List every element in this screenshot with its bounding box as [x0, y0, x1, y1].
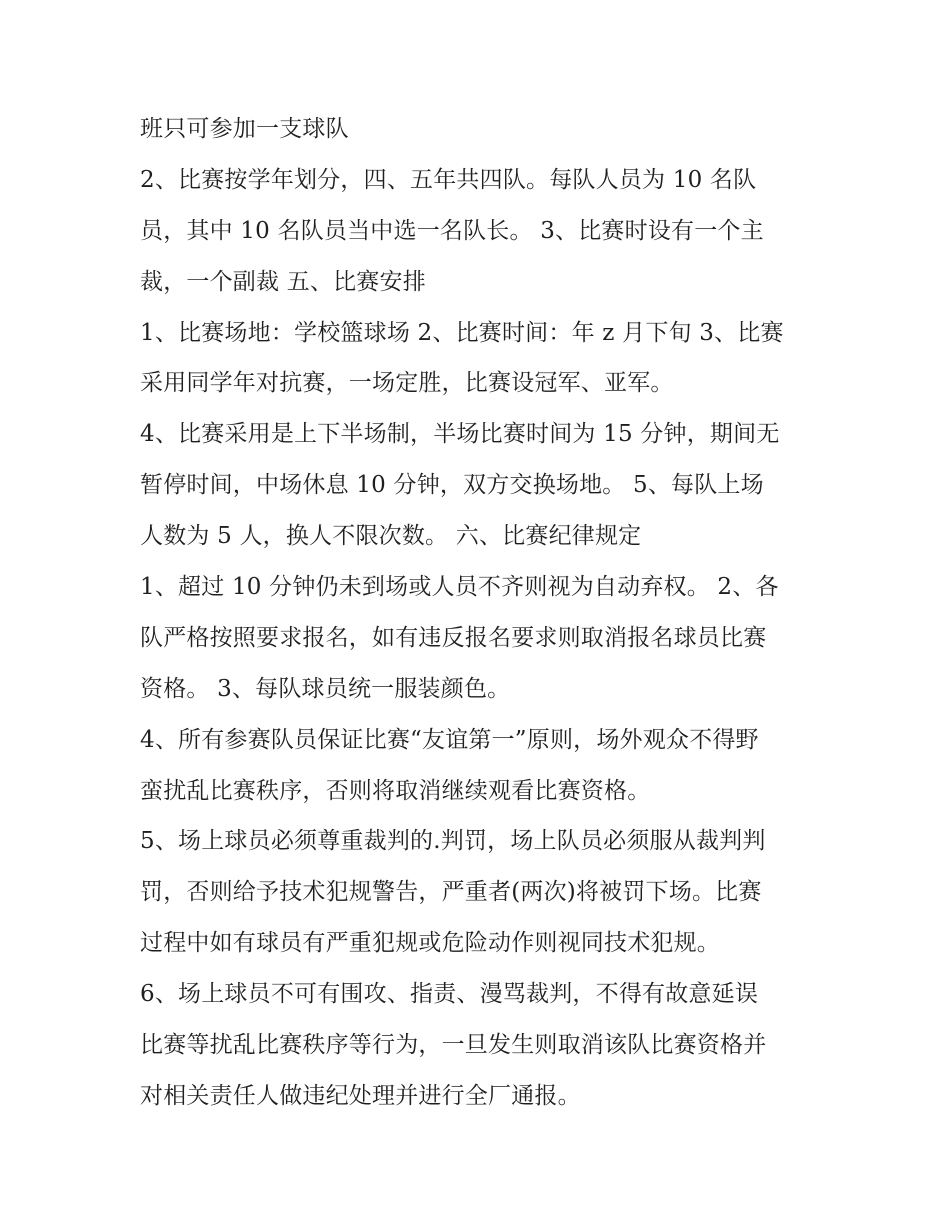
text-line: 罚，否则给予技术犯规警告，严重者(两次)将被罚下场。比赛	[140, 879, 762, 906]
document-body	[140, 104, 820, 1122]
text-line: 2、比赛按学年划分，四、五年共四队。每队人员为 10 名队	[140, 166, 757, 193]
text-line: 队严格按照要求报名，如有违反报名要求则取消报名球员比赛	[140, 624, 767, 651]
text-line: 资格。 3、每队球员统一服装颜色。	[140, 675, 511, 702]
text-line: 员，其中 10 名队员当中选一名队长。 3、比赛时设有一个主	[140, 217, 764, 244]
text-line: 裁，一个副裁 五、比赛安排	[140, 268, 426, 295]
text-line: 6、场上球员不可有围攻、指责、漫骂裁判，不得有故意延误	[140, 981, 759, 1008]
text-line: 采用同学年对抗赛，一场定胜，比赛设冠军、亚军。	[140, 370, 674, 397]
text-line: 1、超过 10 分钟仍未到场或人员不齐则视为自动弃权。 2、各	[140, 574, 779, 601]
text-line: 过程中如有球员有严重犯规或危险动作则视同技术犯规。	[140, 930, 720, 957]
text-line: 1、比赛场地：学校篮球场 2、比赛时间：年 z 月下旬 3、比赛	[140, 319, 784, 346]
text-line: 比赛等扰乱比赛秩序等行为，一旦发生则取消该队比赛资格并	[140, 1032, 767, 1059]
text-line: 人数为 5 人，换人不限次数。 六、比赛纪律规定	[140, 523, 642, 550]
text-line: 班只可参加一支球队	[140, 116, 349, 142]
text-line: 4、比赛采用是上下半场制，半场比赛时间为 15 分钟，期间无	[140, 421, 780, 448]
text-line: 对相关责任人做违纪处理并进行全厂通报。	[140, 1082, 581, 1109]
text-line: 5、场上球员必须尊重裁判的.判罚，场上队员必须服从裁判判	[140, 828, 766, 855]
text-line: 4、所有参赛队员保证比赛“友谊第一”原则，场外观众不得野	[140, 726, 759, 753]
text-line: 蛮扰乱比赛秩序，否则将取消继续观看比赛资格。	[140, 777, 651, 804]
text-line: 暂停时间，中场休息 10 分钟，双方交换场地。 5、每队上场	[140, 472, 764, 499]
